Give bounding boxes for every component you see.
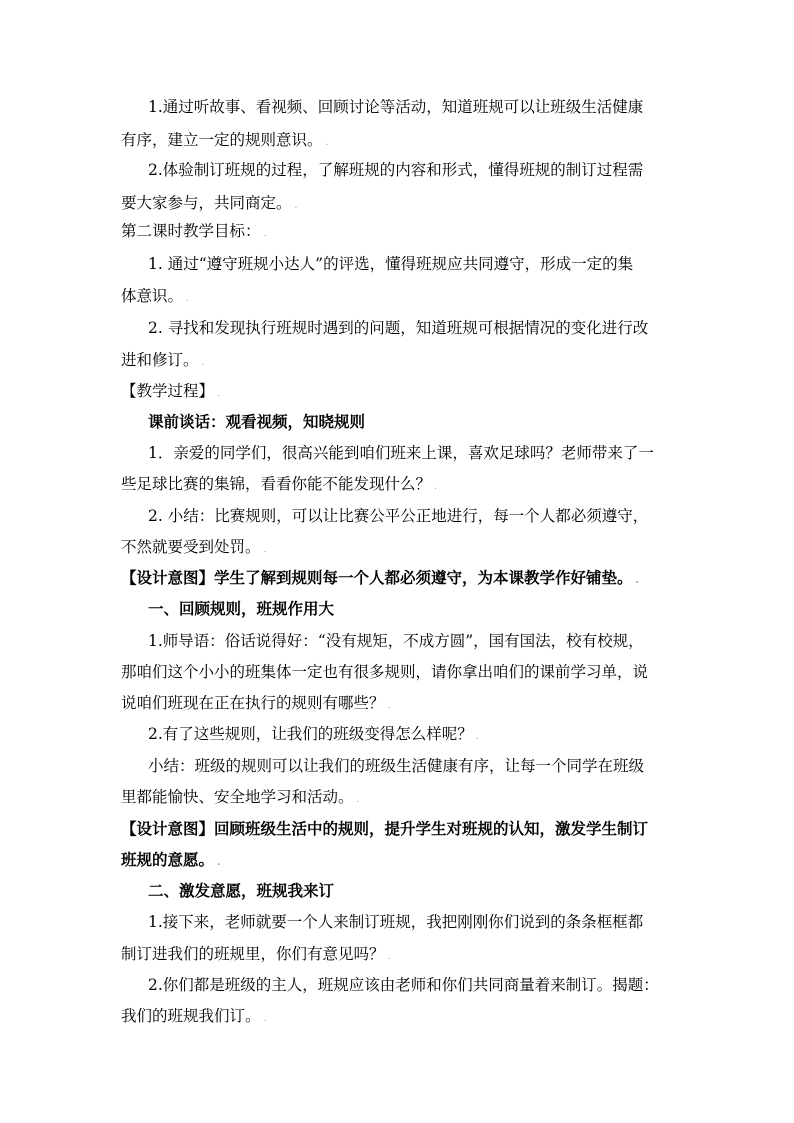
sub-heading: 课前谈话：观看视频，知晓规则	[148, 412, 366, 431]
section-heading: 【教学过程】 .	[121, 382, 220, 400]
text-line: 不然就要受到处罚。 .	[121, 538, 267, 556]
text-line: 2.你们都是班级的主人，班规应该由老师和你们共同商量着来制订。揭题：	[148, 976, 659, 994]
text-line: 要大家参与，共同商定。 .	[121, 194, 298, 212]
design-intent: 【设计意图】学生了解到规则每一个人都必须遵守，为本课教学作好铺垫。 .	[121, 568, 639, 587]
text-line: 2. 小结：比赛规则，可以让比赛公平公正地进行，每一个人都必须遵守，	[148, 507, 649, 525]
text-line: 里都能愉快、安全地学习和活动。 .	[121, 788, 360, 806]
text-line: 说咱们班现在正在执行的规则有哪些？ .	[121, 694, 391, 712]
text-line: 1. 通过“遵守班规小达人”的评选，懂得班规应共同遵守，形成一定的集	[148, 255, 634, 273]
text-line: 些足球比赛的集锦，看看你能不能发现什么？ .	[121, 475, 437, 493]
text-line: 2. 寻找和发现执行班规时遇到的问题，知道班规可根据情况的变化进行改	[148, 319, 649, 337]
text-line: 2.有了这些规则，让我们的班级变得怎么样呢？ .	[148, 725, 479, 743]
text-line: 1.接下来，老师就要一个人来制订班规，我把刚刚你们说到的条条框框都	[148, 913, 644, 931]
sub-heading: 一、回顾规则，班规作用大	[148, 599, 335, 618]
section-heading: 第二课时教学目标： .	[121, 222, 267, 240]
text-line: 小结：班级的规则可以让我们的班级生活健康有序，让每一个同学在班级	[148, 757, 645, 775]
text-line: 进和修订。 .	[121, 351, 205, 369]
text-line: 1．亲爱的同学们，很高兴能到咱们班来上课，喜欢足球吗？老师带来了一	[148, 444, 654, 462]
text-line: 1.通过听故事、看视频、回顾讨论等活动，知道班规可以让班级生活健康	[148, 98, 644, 116]
text-line: 1.师导语：俗话说得好：“没有规矩，不成方圆”，国有国法，校有校规，	[148, 632, 644, 650]
text-line: 2.体验制订班规的过程，了解班规的内容和形式，懂得班规的制订过程需	[148, 161, 644, 179]
text-line: 那咱们这个小小的班集体一定也有很多规则，请你拿出咱们的课前学习单，说	[121, 663, 649, 681]
design-intent: 【设计意图】回顾班级生活中的规则，提升学生对班规的认知，激发学生制订	[121, 819, 649, 838]
design-intent: 班规的意愿。 .	[121, 850, 221, 869]
text-line: 制订进我们的班规里，你们有意见吗？ .	[121, 945, 391, 963]
text-line: 我们的班规我们订。 .	[121, 1007, 267, 1025]
sub-heading: 二、激发意愿，班规我来订	[148, 881, 335, 900]
text-line: 体意识。 .	[121, 287, 189, 305]
text-line: 有序，建立一定的规则意识。 .	[121, 131, 329, 149]
